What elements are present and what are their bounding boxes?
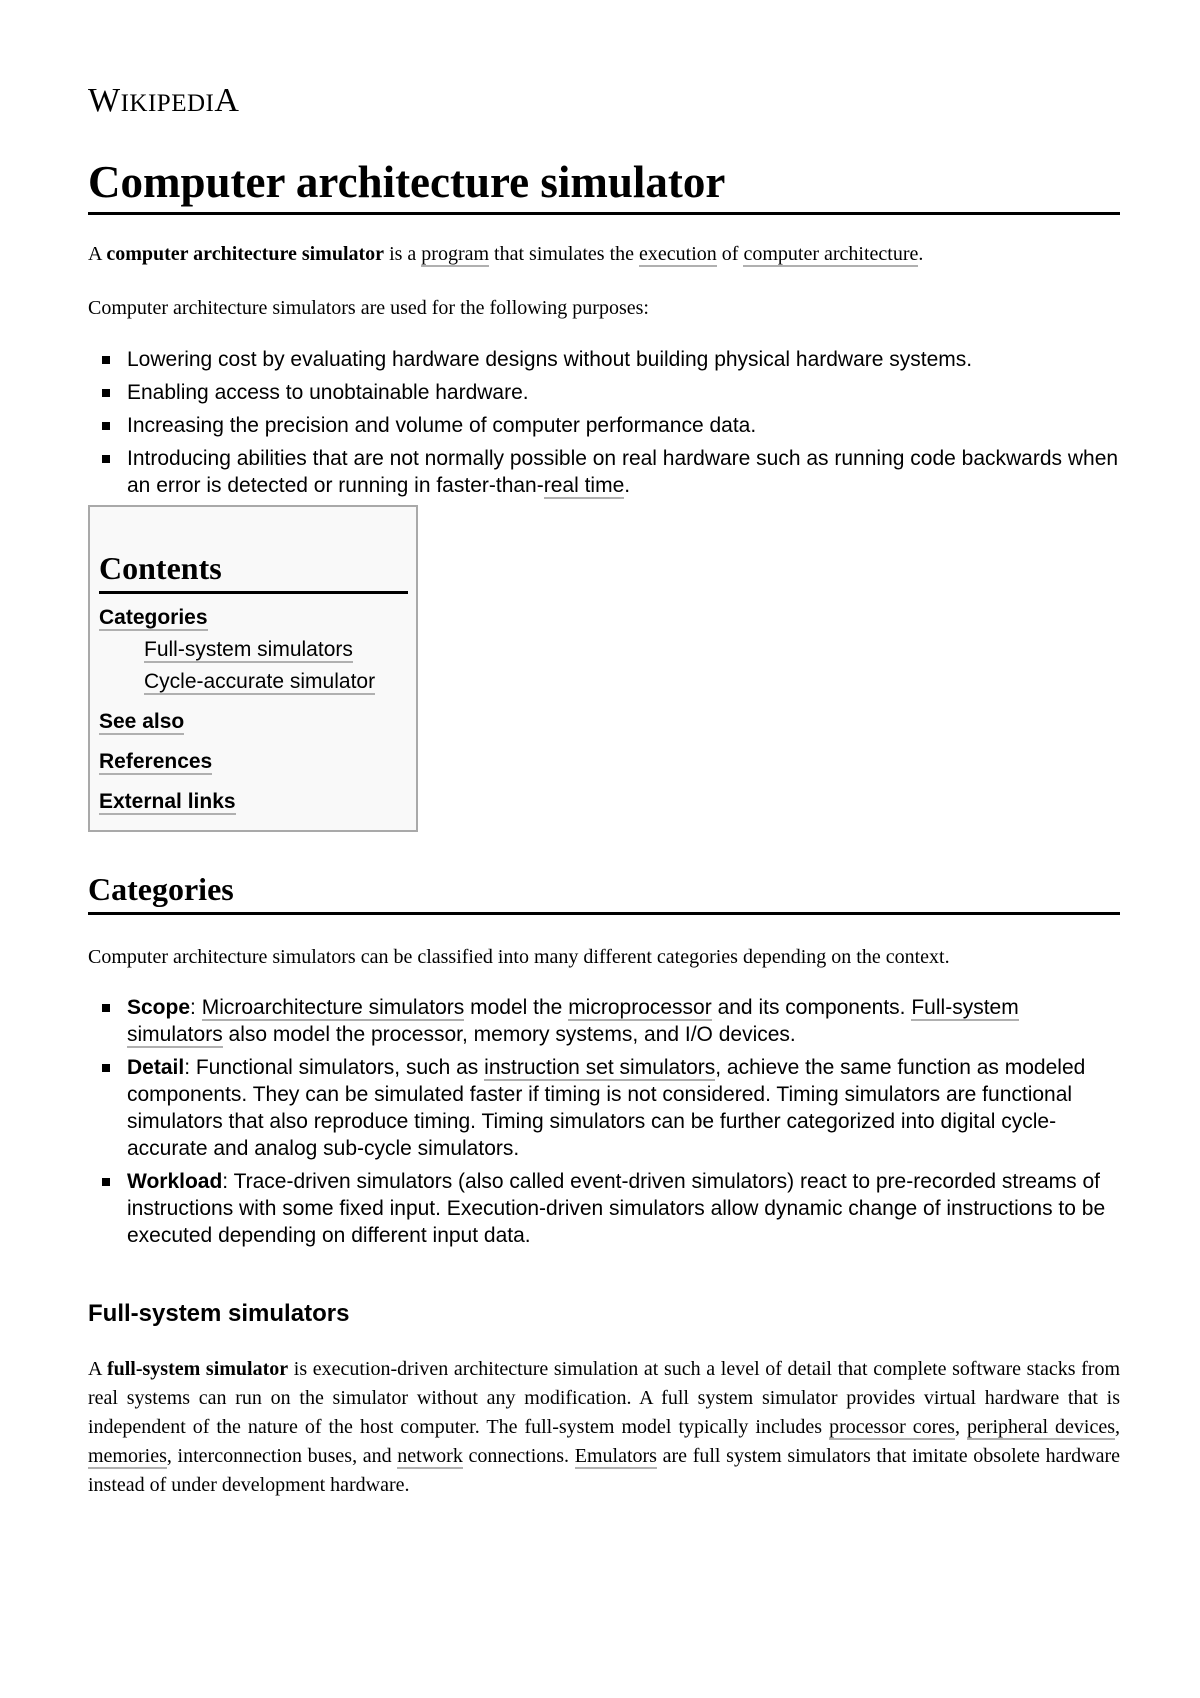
bold-label: Detail <box>127 1056 185 1079</box>
link-emulators[interactable]: Emulators <box>574 1445 657 1467</box>
text: A <box>88 1358 107 1380</box>
text: , <box>1115 1416 1120 1438</box>
text: also model the processor, memory systems, and I/O devices. <box>222 1023 796 1046</box>
section-heading-categories: Categories <box>88 868 1120 915</box>
link-peripheral-devices[interactable]: peripheral devices <box>966 1416 1115 1438</box>
toc-title: Contents <box>99 547 408 594</box>
toc-item-categories[interactable] <box>99 604 408 632</box>
text: . <box>918 243 924 265</box>
list-item: Lowering cost by evaluating hardware designs without building physical hardware systems. <box>88 346 1120 373</box>
link-full-system-simulators[interactable]: Full-system simulators <box>127 996 1019 1046</box>
logo-letter-a: A <box>214 82 240 119</box>
toc-item-full-system-simulators[interactable] <box>99 636 408 664</box>
text: : Functional simulators, such as <box>184 1056 485 1079</box>
text: , <box>954 1416 967 1438</box>
bold-term: computer architecture simulator <box>106 243 385 265</box>
text: : <box>190 996 202 1019</box>
text: and its components. <box>711 996 912 1019</box>
text: of <box>716 243 744 265</box>
text: is execution-driven architecture simulation at such a level of detail that complete software stacks from real systems can run on the simulator without any modification. A full system simulator provides virtual hardware that is independent of the nature of the host computer. The full-system model typically includes <box>88 1358 1120 1438</box>
toc-item-see-also[interactable] <box>99 708 408 736</box>
logo-letter-w: W <box>88 82 121 119</box>
link-instruction-set-simulators[interactable]: instruction set simulators <box>484 1056 716 1079</box>
link-real-time[interactable]: real time <box>543 474 625 497</box>
categories-intro: Computer architecture simulators can be classified into many different categories depending on the context. <box>88 946 950 968</box>
page-title: Computer architecture simulator <box>88 154 1120 215</box>
full-system-paragraph <box>88 1355 1120 1500</box>
list-item <box>88 445 1120 499</box>
list-item: Enabling access to unobtainable hardware. <box>88 379 1120 406</box>
toc-item-references[interactable] <box>99 748 408 776</box>
article <box>88 80 1120 1500</box>
text: , achieve the same function as modeled components. They can be simulated faster if timing is not considered. Timing simulators are functional simulators that also reproduce timing. Timing simulators can be further categorized into digital cycle-accurate and analog sub-cycle simulators. <box>127 1056 1086 1160</box>
list-item: Increasing the precision and volume of computer performance data. <box>88 412 1120 439</box>
purposes-list <box>88 346 1120 499</box>
text: . <box>624 474 631 497</box>
text: model the <box>464 996 569 1019</box>
link-processor-cores[interactable]: processor cores <box>829 1416 955 1438</box>
toc-link[interactable]: Full-system simulators <box>144 638 353 661</box>
purposes-intro: Computer architecture simulators are used for the following purposes: <box>88 297 649 319</box>
link-microarchitecture-simulators[interactable]: Microarchitecture simulators <box>201 996 465 1019</box>
bold-label: Scope <box>127 996 191 1019</box>
list-item-workload <box>88 1168 1120 1249</box>
bold-label: Workload <box>127 1170 223 1193</box>
text: is a <box>384 243 422 265</box>
link-microprocessor[interactable]: microprocessor <box>568 996 712 1019</box>
toc-link[interactable]: See also <box>99 710 185 733</box>
text: , interconnection buses, and <box>166 1445 398 1467</box>
text: Introducing abilities that are not normally possible on real hardware such as running code backwards when an error is detected or running in faster-than- <box>127 447 1119 497</box>
intro-paragraph <box>88 240 1120 269</box>
logo-letters: IKIPEDI <box>120 90 215 117</box>
toc-link[interactable]: External links <box>99 790 236 813</box>
toc-link[interactable]: Cycle-accurate simulator <box>144 670 376 693</box>
bold-term: full-system simulator <box>106 1358 289 1380</box>
categories-list <box>88 994 1120 1249</box>
link-memories[interactable]: memories <box>88 1445 167 1467</box>
text: connections. <box>462 1445 575 1467</box>
toc-link[interactable]: References <box>99 750 213 773</box>
link-computer-architecture[interactable]: computer architecture <box>743 243 919 265</box>
link-network[interactable]: network <box>397 1445 463 1467</box>
subsection-heading-full-system-simulators: Full-system simulators <box>88 1300 350 1327</box>
text: are full system simulators that imitate obsolete hardware instead of under development hardware. <box>88 1445 1121 1496</box>
text: : Trace-driven simulators (also called event-driven simulators) react to pre-recorded streams of instructions with some fixed input. Execution-driven simulators allow dynamic change of instructions to be executed depending on different input data. <box>127 1170 1106 1247</box>
link-program[interactable]: program <box>421 243 490 265</box>
list-item-scope <box>88 994 1120 1048</box>
text: A <box>88 243 107 265</box>
toc-link[interactable]: Categories <box>99 606 208 629</box>
toc-item-external-links[interactable] <box>99 788 408 816</box>
wikipedia-logo[interactable] <box>88 80 1120 124</box>
list-item-detail <box>88 1054 1120 1162</box>
table-of-contents <box>88 505 418 832</box>
toc-item-cycle-accurate-simulator[interactable] <box>99 668 408 696</box>
text: that simulates the <box>489 243 640 265</box>
link-execution[interactable]: execution <box>639 243 717 265</box>
